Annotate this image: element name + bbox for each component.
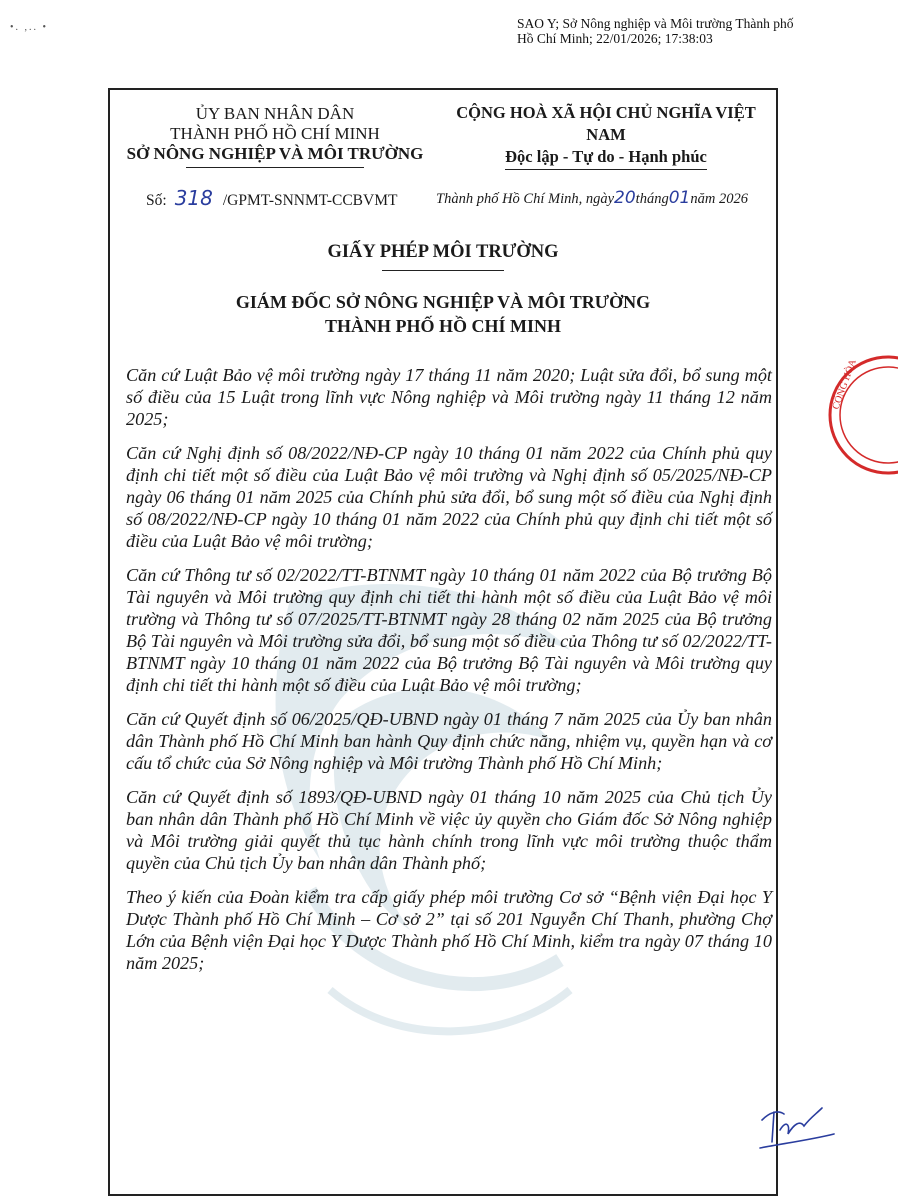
national-motto: Độc lập - Tự do - Hạnh phúc [505,146,707,170]
doc-number-suffix: /GPMT-SNNMT-CCBVMT [222,192,398,209]
copy-stamp-line-1: SAO Y; Sở Nông nghiệp và Môi trường Thành phố [517,16,794,31]
authority-underline [186,167,364,168]
authority-line-1: ỦY BAN NHÂN DÂN [195,104,355,123]
initials-signature-icon [750,1090,840,1160]
date-part-1: Thành phố Hồ Chí Minh, ngày [436,191,615,207]
red-seal-icon [808,350,898,480]
authority-line-2: THÀNH PHỐ HỒ CHÍ MINH [170,124,380,143]
title-underline [382,270,504,271]
legal-basis-paragraph: Theo ý kiến của Đoàn kiểm tra cấp giấy phép môi trường Cơ sở “Bệnh viện Đại học Y Dược Thành phố Hồ Chí Minh – Cơ sở 2” tại số 201 Nguyễn Chí Thanh, phường Chợ Lớn của Bệnh viện Đại học Y Dược Thành phố Hồ Chí Minh, kiểm tra ngày 07 tháng 10 năm 2025; [126,887,772,973]
issuing-authority [118,104,432,168]
subtitle-line-2: THÀNH PHỐ HỒ CHÍ MINH [324,316,561,336]
issue-date [436,188,748,208]
copy-stamp-line-2: Hồ Chí Minh; 22/01/2026; 17:38:03 [517,31,713,46]
date-day-handwritten: 20 [614,188,636,208]
legal-basis-paragraph: Căn cứ Luật Bảo vệ môi trường ngày 17 tháng 11 năm 2020; Luật sửa đổi, bổ sung một số điều của 15 Luật trong lĩnh vực Nông nghiệp và Môi trường ngày 11 tháng 12 năm 2025; [126,365,772,429]
date-part-3: năm 2026 [690,191,748,207]
date-part-2: tháng [635,191,669,207]
doc-number-prefix: Số: [146,192,167,209]
authority-department: SỞ NÔNG NGHIỆP VÀ MÔI TRƯỜNG [126,144,424,163]
national-title: CỘNG HOÀ XÃ HỘI CHỦ NGHĨA VIỆT NAM [456,103,756,144]
copy-certification-stamp [517,16,827,46]
document-subtitle [108,290,778,338]
subtitle-line-1: GIÁM ĐỐC SỞ NÔNG NGHIỆP VÀ MÔI TRƯỜNG [235,292,651,312]
document-title: GIẤY PHÉP MÔI TRƯỜNG [327,242,559,262]
legal-basis-paragraph: Căn cứ Quyết định số 06/2025/QĐ-UBND ngày 01 tháng 7 năm 2025 của Ủy ban nhân dân Thành phố Hồ Chí Minh ban hành Quy định chức năng, nhiệm vụ, quyền hạn và cơ cấu tổ chức của Sở Nông nghiệp và Môi trường Thành phố Hồ Chí Minh; [126,709,772,773]
scan-artifact: •. ,.. • [10,22,49,33]
seal-text: CỘNG HÒA [830,357,859,412]
legal-basis-paragraph: Căn cứ Quyết định số 1893/QĐ-UBND ngày 01 tháng 10 năm 2025 của Chủ tịch Ủy ban nhân dân Thành phố Hồ Chí Minh về việc ủy quyền cho Giám đốc Sở Nông nghiệp và Môi trường giải quyết thủ tục hành chính trong lĩnh vực môi trường thuộc thẩm quyền của Chủ tịch Ủy ban nhân dân Thành phố; [126,787,772,873]
date-month-handwritten: 01 [668,188,691,208]
national-header [436,102,776,170]
doc-number-handwritten: 318 [174,186,213,210]
legal-basis-paragraph: Căn cứ Nghị định số 08/2022/NĐ-CP ngày 10 tháng 01 năm 2022 của Chính phủ quy định chi tiết một số điều của Luật Bảo vệ môi trường và Nghị định số 05/2025/NĐ-CP ngày 06 tháng 01 năm 2025 của Chính phủ sửa đổi, bổ sung một số điều của Nghị định số 08/2022/NĐ-CP ngày 10 tháng 01 năm 2022 của Chính phủ quy định chi tiết một số điều của Luật Bảo vệ môi trường; [126,443,772,551]
legal-basis-paragraph: Căn cứ Thông tư số 02/2022/TT-BTNMT ngày 10 tháng 01 năm 2022 của Bộ trưởng Bộ Tài nguyên và Môi trường quy định chi tiết thi hành một số điều của Luật Bảo vệ môi trường và Thông tư số 07/2025/TT-BTNMT ngày 28 tháng 02 năm 2025 của Bộ trưởng Bộ Tài nguyên và Môi trường sửa đổi, bổ sung một số điều của Thông tư số 02/2022/TT-BTNMT ngày 10 tháng 01 năm 2022 của Bộ trưởng Bộ Tài nguyên và Môi trường quy định chi tiết thi hành một số điều của Luật Bảo vệ môi trường; [126,565,772,695]
legal-basis-body [126,364,772,986]
document-number [146,186,397,210]
